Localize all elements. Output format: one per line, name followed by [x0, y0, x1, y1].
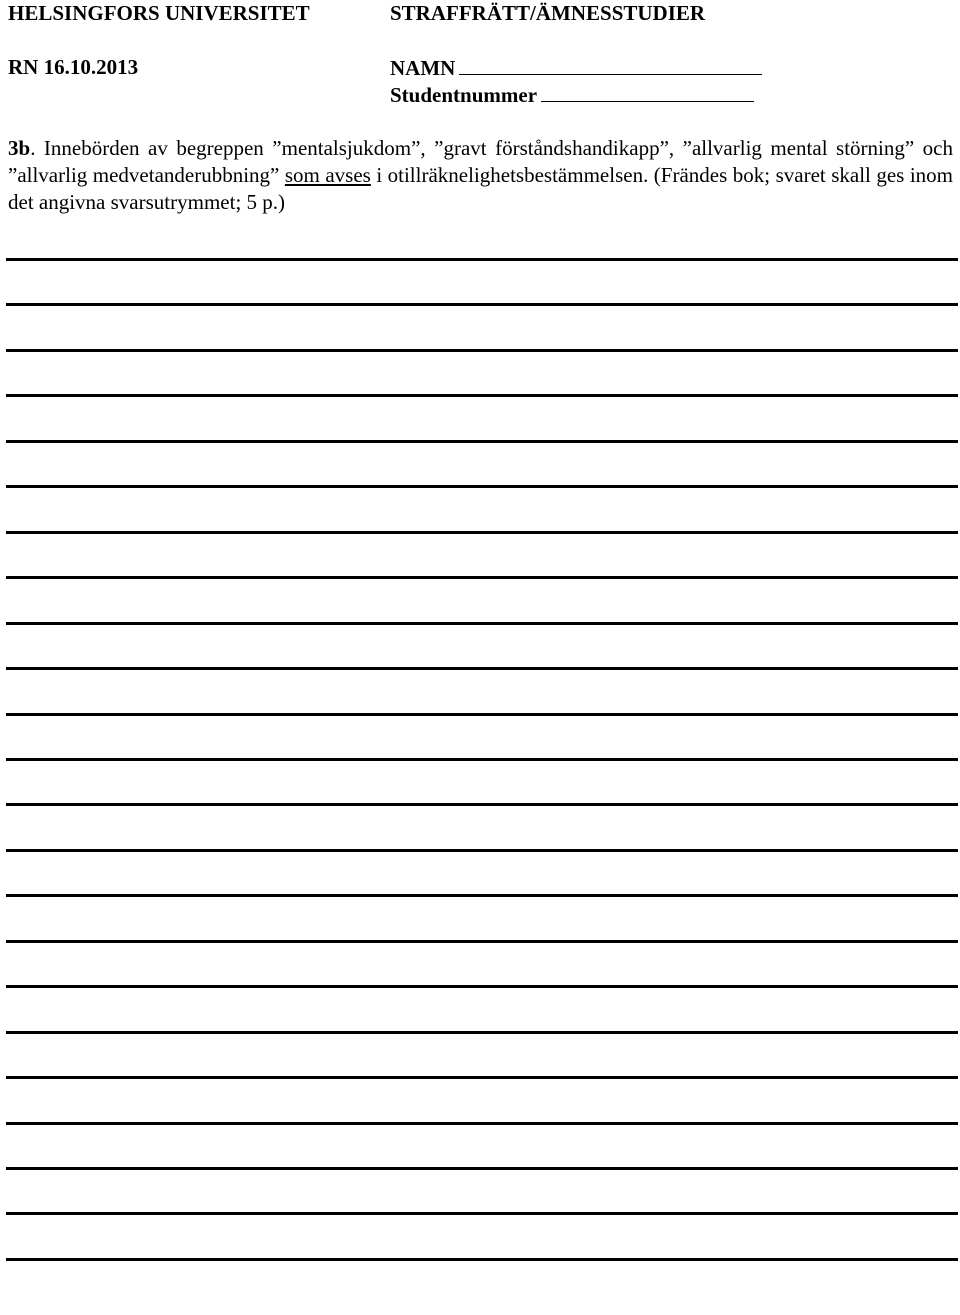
- university-name: HELSINGFORS UNIVERSITET: [8, 1, 310, 25]
- answer-line: [6, 667, 958, 670]
- question-body-part1: . Innebörden av begreppen ”mentalsjukdom”, ”gravt förståndshandikapp”, ”allvarlig mental störning” och ”allvarlig medvetanderubbning”: [8, 136, 953, 187]
- answer-line: [6, 440, 958, 443]
- answer-line: [6, 1167, 958, 1170]
- exam-date: RN 16.10.2013: [8, 55, 139, 79]
- question-underlined-phrase: som avses: [284, 163, 371, 187]
- answer-line: [6, 1212, 958, 1215]
- question-body-part2: i otillräknelighetsbestämmelsen. (Frändes bok; svaret skall ges inom det angivna svarsutrymmet; 5 p.): [8, 163, 953, 214]
- answer-line: [6, 394, 958, 397]
- subject-title: STRAFFRÄTT/ÄMNESSTUDIER: [390, 1, 706, 25]
- answer-line: [6, 622, 958, 625]
- answer-line: [6, 803, 958, 806]
- answer-line: [6, 849, 958, 852]
- answer-line: [6, 349, 958, 352]
- answer-area[interactable]: [6, 0, 958, 1315]
- question-number: 3b: [8, 136, 31, 160]
- answer-line: [6, 303, 958, 306]
- answer-line: [6, 1258, 958, 1261]
- answer-line: [6, 1076, 958, 1079]
- answer-line: [6, 1122, 958, 1125]
- answer-line: [6, 985, 958, 988]
- student-number-label: Studentnummer: [390, 83, 538, 107]
- answer-line: [6, 940, 958, 943]
- answer-line: [6, 258, 958, 261]
- answer-line: [6, 531, 958, 534]
- answer-line: [6, 758, 958, 761]
- answer-line: [6, 485, 958, 488]
- answer-line: [6, 713, 958, 716]
- answer-line: [6, 1031, 958, 1034]
- answer-line: [6, 894, 958, 897]
- name-label: NAMN: [390, 56, 456, 80]
- answer-line: [6, 576, 958, 579]
